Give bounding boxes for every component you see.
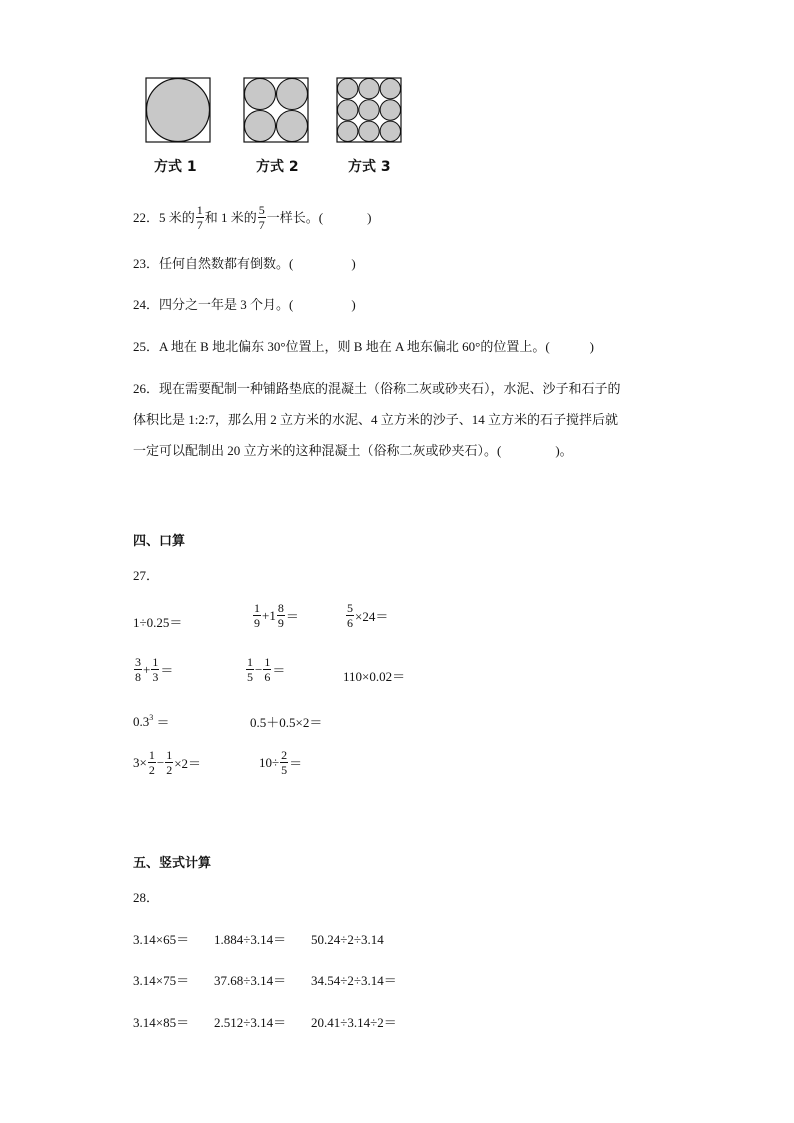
fraction-numerator: 1 bbox=[247, 655, 253, 669]
vertical-calc-r1c2: 1.884÷3.14＝ bbox=[214, 932, 287, 947]
fraction-denominator: 3 bbox=[152, 670, 159, 684]
oral-calc-a3 bbox=[345, 602, 388, 629]
fraction-denominator: 8 bbox=[135, 670, 141, 684]
calc-base: 0.3 bbox=[133, 713, 150, 729]
fraction-numerator: 2 bbox=[281, 748, 288, 762]
question-22 bbox=[133, 204, 371, 231]
fraction-denominator: 5 bbox=[281, 763, 288, 777]
fraction-denominator: 6 bbox=[347, 616, 353, 630]
fraction-denominator: 9 bbox=[254, 616, 260, 630]
fraction-denominator: 2 bbox=[148, 763, 155, 777]
calc-text: ×2＝ bbox=[174, 756, 202, 771]
q22-number: 22． bbox=[133, 209, 160, 225]
figure-label-2: 方式 2 bbox=[256, 159, 299, 175]
q24-text: 24．四分之一年是 3 个月。( bbox=[133, 297, 294, 312]
calc-equals: ＝ bbox=[153, 715, 170, 730]
section-4-heading: 四、口算 bbox=[133, 534, 186, 549]
vertical-calc-r3c3: 20.41÷3.14÷2＝ bbox=[311, 1015, 397, 1030]
vertical-calc-r2c3: 34.54÷2÷3.14＝ bbox=[311, 973, 397, 988]
vertical-calc-r3c2: 2.512÷3.14＝ bbox=[214, 1015, 287, 1030]
oral-calc-c1 bbox=[133, 712, 170, 731]
calc-text: 10÷ bbox=[259, 754, 280, 770]
oral-calc-d2 bbox=[259, 749, 302, 776]
fraction bbox=[280, 749, 288, 776]
figure-method-2 bbox=[244, 78, 308, 142]
fraction bbox=[134, 656, 142, 683]
calc-equals: ＝ bbox=[285, 609, 299, 624]
q26-close: )。 bbox=[555, 443, 573, 458]
fraction-numerator: 1 bbox=[148, 748, 155, 762]
fraction-denominator: 7 bbox=[196, 218, 203, 232]
fraction bbox=[148, 749, 156, 776]
q22-close: ) bbox=[367, 209, 372, 225]
question-28-number: 28． bbox=[133, 890, 160, 905]
calc-operator: +1 bbox=[262, 607, 276, 623]
fraction-numerator: 1 bbox=[152, 655, 159, 669]
calc-equals: ＝ bbox=[289, 756, 303, 771]
oral-calc-c2 bbox=[250, 712, 322, 731]
q22-text-3: 一样长。( bbox=[266, 209, 324, 225]
fraction-denominator: 7 bbox=[258, 218, 265, 232]
q26-line-3-text: 一定可以配制出 20 立方米的这种混凝土（俗称二灰或砂夹石）。( bbox=[133, 443, 502, 458]
fraction-numerator: 5 bbox=[347, 601, 353, 615]
oral-calc-b3 bbox=[343, 666, 405, 685]
oral-calc-a1 bbox=[133, 612, 182, 631]
figure-method-3 bbox=[337, 78, 401, 142]
calc-operator: + bbox=[143, 661, 151, 677]
q22-text-2: 和 1 米的 bbox=[204, 209, 257, 225]
calc-equals: ＝ bbox=[272, 663, 286, 678]
q22-text-1: 5 米的 bbox=[159, 209, 195, 225]
vertical-calc-r1c3: 50.24÷2÷3.14 bbox=[311, 932, 384, 947]
oral-calc-b1 bbox=[133, 656, 173, 683]
q25-text: 25．A 地在 B 地北偏东 30°位置上，则 B 地在 A 地东偏北 60°的位置上。( bbox=[133, 339, 550, 354]
fraction-numerator: 5 bbox=[258, 203, 265, 217]
q23-text: 23．任何自然数都有倒数。( bbox=[133, 256, 294, 271]
question-25 bbox=[133, 338, 594, 356]
q23-close: ) bbox=[351, 256, 356, 271]
figure-label-1: 方式 1 bbox=[154, 159, 197, 175]
oral-calc-a2 bbox=[252, 602, 299, 629]
circle-packing-figures bbox=[140, 74, 410, 146]
q22-fraction-2 bbox=[258, 204, 266, 231]
fraction-numerator: 3 bbox=[135, 655, 141, 669]
fraction bbox=[346, 602, 354, 629]
fraction-numerator: 1 bbox=[254, 601, 260, 615]
section-5-heading: 五、竖式计算 bbox=[133, 856, 212, 871]
vertical-calc-r3c1: 3.14×85＝ bbox=[133, 1015, 190, 1030]
calc-exponent: 3 bbox=[149, 713, 154, 722]
question-26-line-3 bbox=[133, 442, 573, 460]
question-23 bbox=[133, 255, 356, 273]
q24-close: ) bbox=[351, 297, 356, 312]
fraction bbox=[246, 656, 254, 683]
calc-operator: − bbox=[255, 661, 263, 677]
calc-text: 110×0.02＝ bbox=[343, 669, 406, 684]
calc-text: 1÷0.25＝ bbox=[133, 615, 183, 630]
q22-fraction-1 bbox=[196, 204, 204, 231]
calc-operator: − bbox=[156, 754, 165, 770]
figure-method-1 bbox=[146, 78, 210, 142]
vertical-calc-r2c2: 37.68÷3.14＝ bbox=[214, 973, 287, 988]
fraction bbox=[151, 656, 159, 683]
vertical-calc-r2c1: 3.14×75＝ bbox=[133, 973, 190, 988]
vertical-calc-r1c1: 3.14×65＝ bbox=[133, 932, 190, 947]
q25-close: ) bbox=[589, 339, 595, 354]
fraction-denominator: 9 bbox=[277, 616, 284, 630]
question-24 bbox=[133, 296, 356, 314]
calc-text: 3× bbox=[133, 754, 147, 770]
figure-label-3: 方式 3 bbox=[348, 159, 391, 175]
fraction-denominator: 2 bbox=[166, 763, 173, 777]
question-26-line-1: 26．现在需要配制一种铺路垫底的混凝土（俗称二灰或砂夹石），水泥、沙子和石子的 bbox=[133, 381, 621, 396]
fraction bbox=[165, 749, 173, 776]
fraction-denominator: 6 bbox=[264, 670, 271, 684]
question-26-line-2: 体积比是 1:2:7，那么用 2 立方米的水泥、4 立方米的沙子、14 立方米的石子搅拌后就 bbox=[133, 412, 618, 427]
fraction-numerator: 1 bbox=[196, 203, 203, 217]
calc-text: 0.5＋0.5×2＝ bbox=[250, 715, 323, 730]
fraction-numerator: 1 bbox=[166, 748, 173, 762]
fraction-numerator: 8 bbox=[277, 601, 284, 615]
fraction bbox=[253, 602, 261, 629]
fraction bbox=[277, 602, 285, 629]
calc-text: ×24＝ bbox=[355, 609, 389, 624]
fraction-denominator: 5 bbox=[247, 670, 253, 684]
oral-calc-b2 bbox=[245, 656, 285, 683]
question-27-number: 27． bbox=[133, 568, 160, 583]
fraction-numerator: 1 bbox=[264, 655, 271, 669]
calc-equals: ＝ bbox=[160, 663, 174, 678]
oral-calc-d1 bbox=[133, 749, 201, 776]
fraction bbox=[263, 656, 271, 683]
